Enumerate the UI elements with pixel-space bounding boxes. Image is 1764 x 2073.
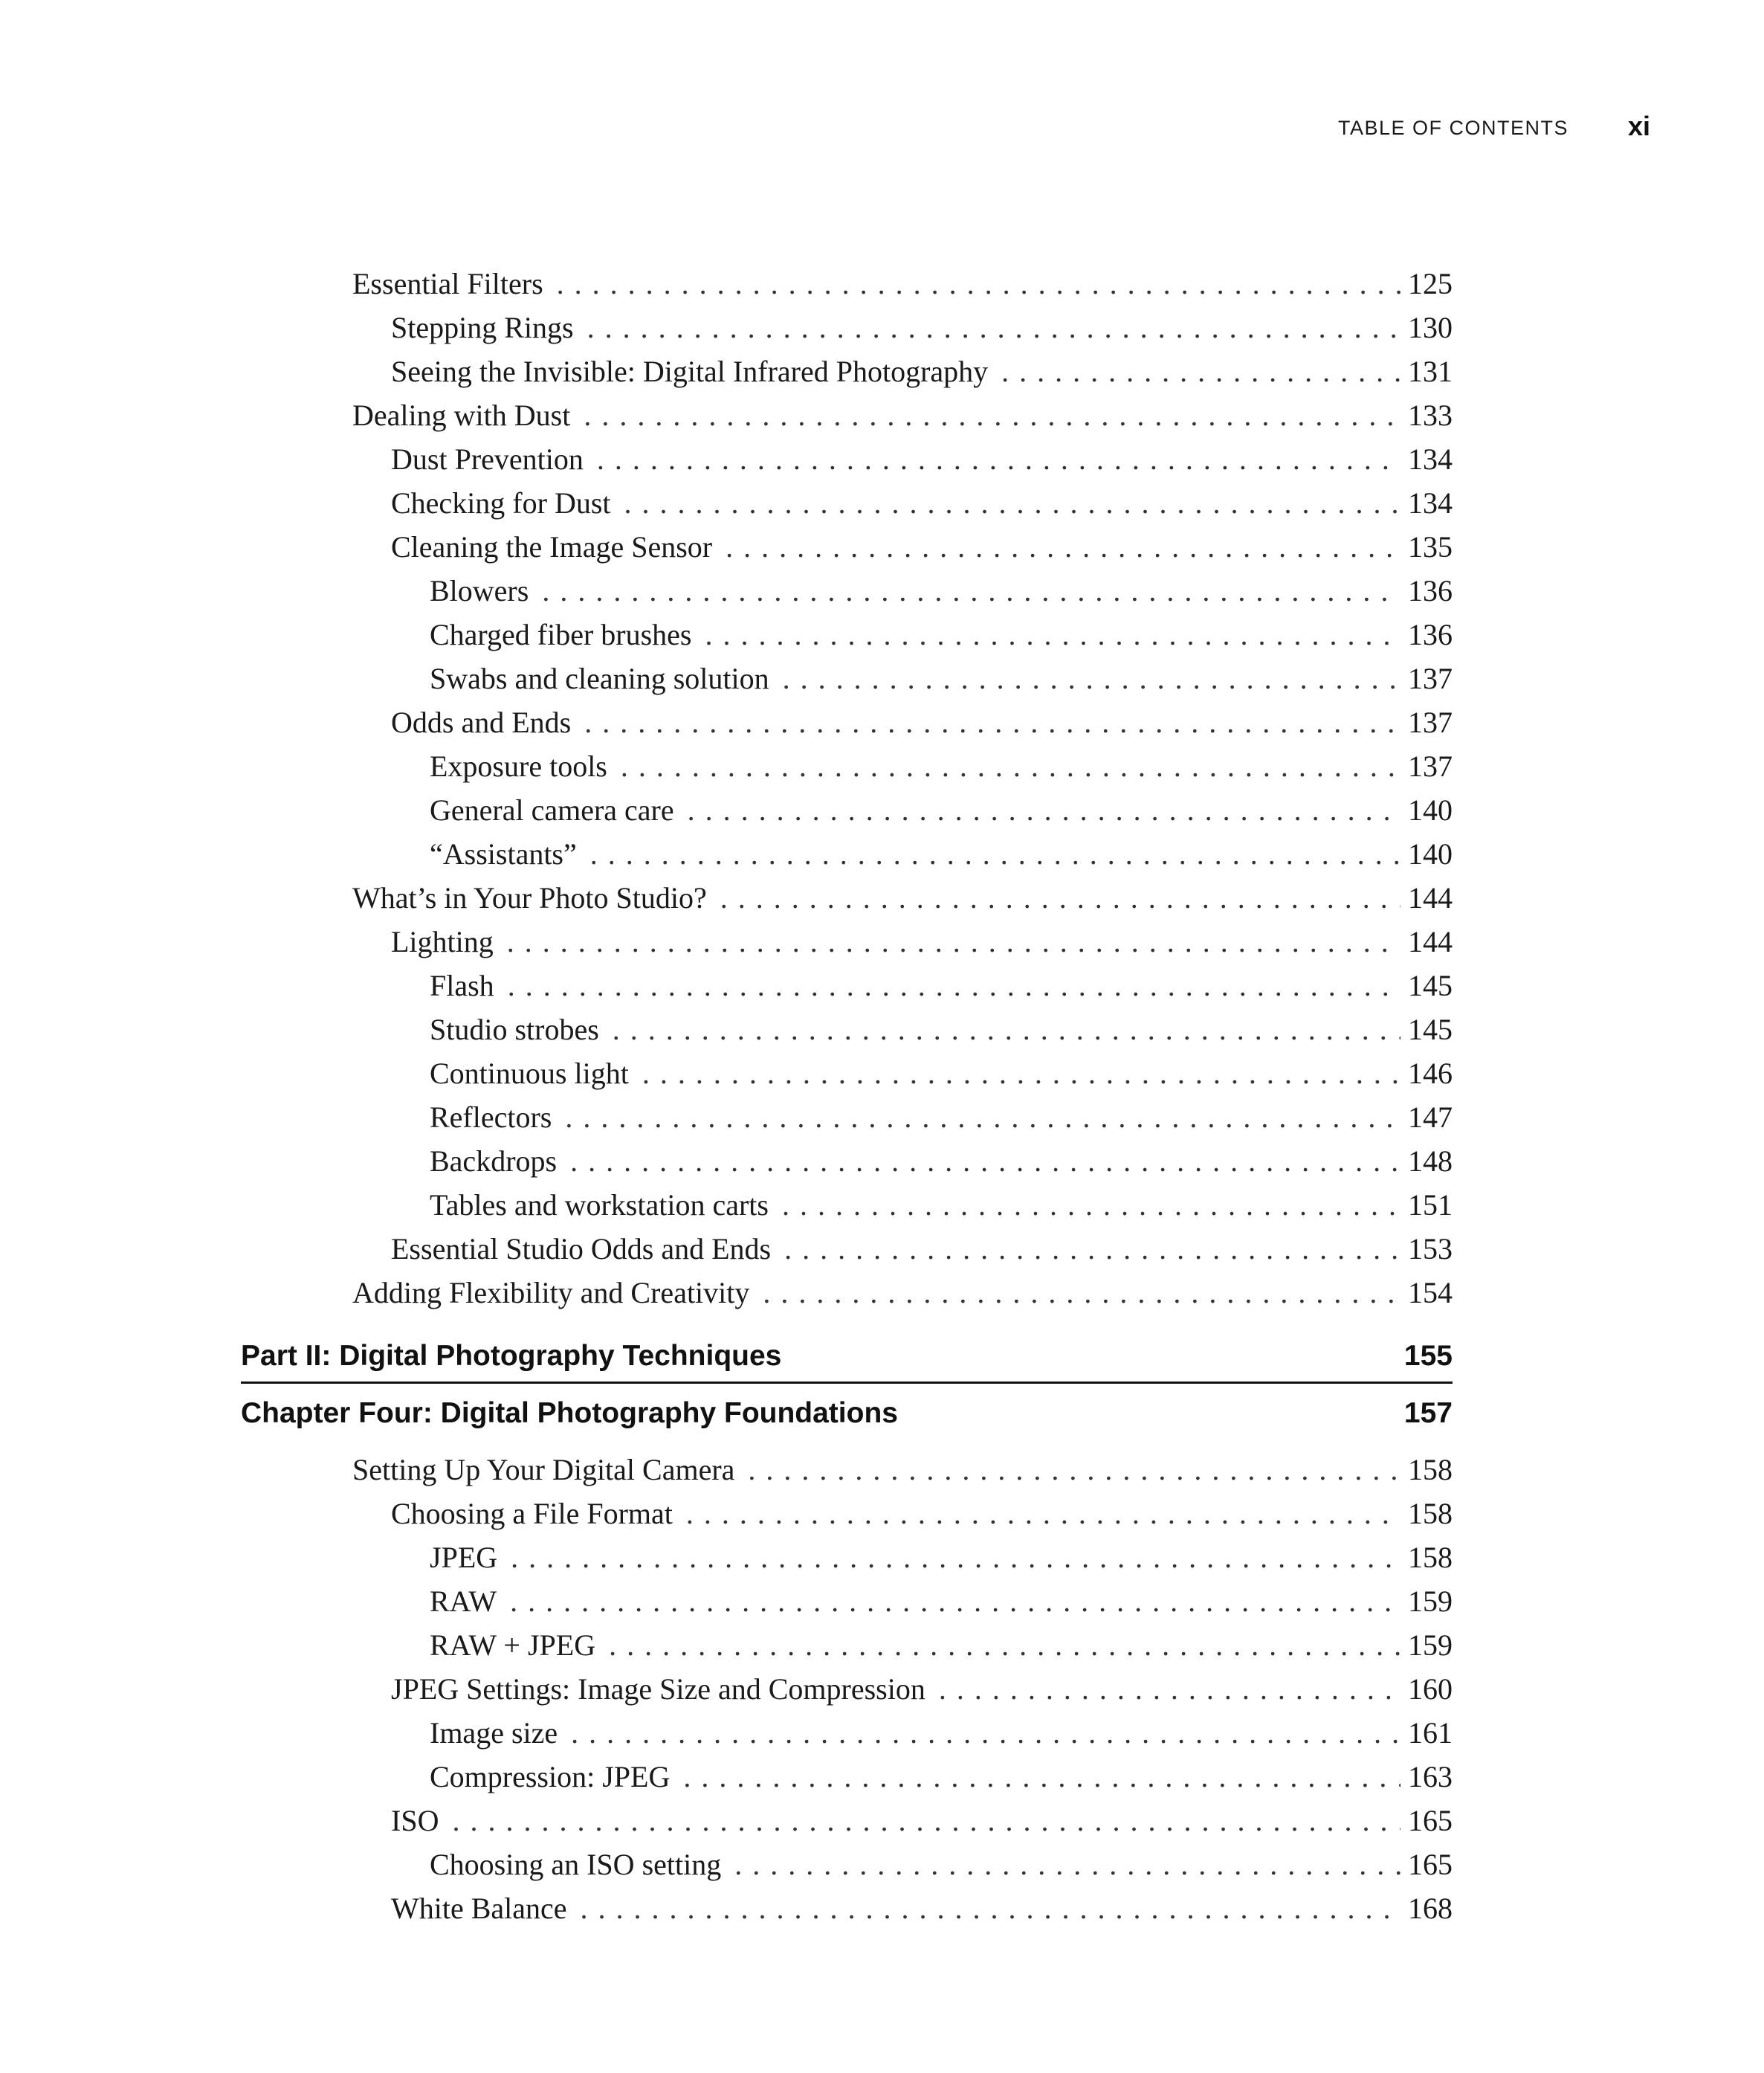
toc-entry-page-number: 148 — [1408, 1144, 1453, 1178]
toc-entry[interactable] — [241, 744, 1453, 788]
toc-entry-page-number: 136 — [1408, 574, 1453, 607]
running-head — [0, 111, 1650, 145]
toc-entries-section-b — [241, 1448, 1453, 1930]
dot-leader — [782, 1183, 1400, 1227]
toc-entry-page-number: 163 — [1408, 1760, 1453, 1793]
toc-entry-page-number: 134 — [1408, 442, 1453, 476]
toc-entry[interactable] — [241, 569, 1453, 613]
toc-entry-page-number: 153 — [1408, 1232, 1453, 1266]
toc-entry-label: “Assistants” — [430, 837, 577, 871]
toc-entry[interactable] — [241, 1711, 1453, 1755]
toc-list — [241, 262, 1453, 1930]
toc-entry[interactable] — [241, 1008, 1453, 1051]
toc-entry[interactable] — [241, 262, 1453, 306]
dot-leader — [557, 262, 1400, 306]
dot-leader — [571, 1711, 1400, 1755]
dot-leader — [590, 832, 1400, 876]
dot-leader — [642, 1051, 1400, 1095]
dot-leader — [452, 1799, 1400, 1843]
toc-entry-label: Swabs and cleaning solution — [430, 662, 769, 695]
toc-entry-page-number: 145 — [1408, 1013, 1453, 1046]
dot-leader — [726, 525, 1400, 569]
toc-entry-page-number: 137 — [1408, 662, 1453, 695]
toc-entry-label: Essential Filters — [352, 267, 543, 300]
toc-entry-label: Charged fiber brushes — [430, 618, 692, 651]
toc-entry-label: Setting Up Your Digital Camera — [352, 1453, 735, 1486]
toc-entry-label: Exposure tools — [430, 749, 607, 783]
dot-leader — [570, 1139, 1400, 1183]
toc-entry-label: Choosing an ISO setting — [430, 1848, 722, 1881]
toc-entry-label: White Balance — [391, 1892, 567, 1925]
dot-leader — [597, 437, 1400, 481]
toc-entry-label: JPEG Settings: Image Size and Compression — [391, 1672, 925, 1706]
toc-entry-page-number: 140 — [1408, 837, 1453, 871]
toc-entry-label: Tables and workstation carts — [430, 1188, 769, 1222]
dot-leader — [621, 744, 1400, 788]
toc-entry-label: Adding Flexibility and Creativity — [352, 1276, 750, 1309]
toc-entry-page-number: 159 — [1408, 1628, 1453, 1662]
toc-entry-label: JPEG — [430, 1541, 498, 1574]
chapter-title: Chapter Four: Digital Photography Foundations — [241, 1397, 898, 1429]
toc-entry-label: Continuous light — [430, 1057, 629, 1090]
toc-entry[interactable] — [241, 393, 1453, 437]
part-title: Part II: Digital Photography Techniques — [241, 1340, 782, 1372]
toc-entry-page-number: 154 — [1408, 1276, 1453, 1309]
dot-leader — [584, 700, 1400, 744]
dot-leader — [542, 569, 1400, 613]
dot-leader — [511, 1535, 1400, 1579]
toc-entry-page-number: 133 — [1408, 399, 1453, 432]
toc-entry-page-number: 145 — [1408, 969, 1453, 1002]
toc-entry-label: Compression: JPEG — [430, 1760, 671, 1793]
toc-entry-page-number: 131 — [1408, 355, 1453, 388]
toc-entry[interactable] — [241, 1271, 1453, 1315]
dot-leader — [748, 1448, 1400, 1492]
toc-entry-page-number: 158 — [1408, 1453, 1453, 1486]
toc-entry[interactable] — [241, 1579, 1453, 1623]
dot-leader — [939, 1667, 1400, 1711]
part-heading[interactable] — [241, 1331, 1453, 1384]
dot-leader — [613, 1008, 1400, 1051]
toc-entry-page-number: 159 — [1408, 1584, 1453, 1618]
page-folio: xi — [1627, 111, 1650, 141]
dot-leader — [1001, 349, 1400, 393]
toc-entry[interactable] — [241, 657, 1453, 700]
dot-leader — [720, 876, 1400, 920]
toc-entry-page-number: 125 — [1408, 267, 1453, 300]
dot-leader — [581, 1886, 1400, 1930]
toc-entry-page-number: 160 — [1408, 1672, 1453, 1706]
toc-entry-label: Dealing with Dust — [352, 399, 571, 432]
dot-leader — [763, 1271, 1400, 1315]
dot-leader — [683, 1755, 1400, 1799]
toc-entry-label: ISO — [391, 1804, 439, 1837]
toc-entry-label: What’s in Your Photo Studio? — [352, 881, 707, 915]
toc-entry[interactable] — [241, 1139, 1453, 1183]
toc-entry-page-number: 137 — [1408, 706, 1453, 739]
toc-entry-page-number: 144 — [1408, 881, 1453, 915]
toc-entry-page-number: 165 — [1408, 1848, 1453, 1881]
toc-entry[interactable] — [241, 1051, 1453, 1095]
toc-entry-page-number: 130 — [1408, 311, 1453, 344]
toc-entry-label: RAW — [430, 1584, 497, 1618]
toc-entry[interactable] — [241, 525, 1453, 569]
toc-entry[interactable] — [241, 876, 1453, 920]
toc-entry[interactable] — [241, 1623, 1453, 1667]
dot-leader — [609, 1623, 1400, 1667]
chapter-heading[interactable] — [241, 1384, 1453, 1443]
toc-entry-label: Backdrops — [430, 1144, 558, 1178]
chapter-page-number: 157 — [1403, 1397, 1453, 1429]
toc-entry-page-number: 158 — [1408, 1541, 1453, 1574]
running-head-title: TABLE OF CONTENTS — [1337, 117, 1568, 139]
toc-entry-page-number: 146 — [1408, 1057, 1453, 1090]
toc-entry-label: Seeing the Invisible: Digital Infrared Photography — [391, 355, 989, 388]
toc-entry[interactable] — [241, 920, 1453, 964]
toc-entry-page-number: 147 — [1408, 1100, 1453, 1134]
toc-entry-label: General camera care — [430, 793, 674, 827]
toc-entry-page-number: 161 — [1408, 1716, 1453, 1750]
dot-leader — [705, 613, 1401, 657]
toc-entry-label: Reflectors — [430, 1100, 552, 1134]
toc-entry[interactable] — [241, 1667, 1453, 1711]
toc-entry-label: Lighting — [391, 925, 494, 958]
toc-entry-label: Odds and Ends — [391, 706, 572, 739]
dot-leader — [624, 481, 1400, 525]
toc-entry[interactable] — [241, 788, 1453, 832]
toc-entry-label: Dust Prevention — [391, 442, 584, 476]
toc-entry-label: Cleaning the Image Sensor — [391, 530, 713, 564]
dot-leader — [565, 1095, 1400, 1139]
toc-entry-page-number: 168 — [1408, 1892, 1453, 1925]
toc-entry-label: Flash — [430, 969, 494, 1002]
toc-entry[interactable] — [241, 1448, 1453, 1492]
dot-leader — [784, 1227, 1400, 1271]
toc-entry[interactable] — [241, 964, 1453, 1008]
toc-entry[interactable] — [241, 1843, 1453, 1886]
toc-entry-page-number: 135 — [1408, 530, 1453, 564]
toc-entry-page-number: 140 — [1408, 793, 1453, 827]
toc-entry-page-number: 158 — [1408, 1497, 1453, 1530]
toc-entry-page-number: 144 — [1408, 925, 1453, 958]
toc-entry-label: Blowers — [430, 574, 529, 607]
toc-entry[interactable] — [241, 700, 1453, 744]
toc-entry[interactable] — [241, 832, 1453, 876]
toc-entry-label: Image size — [430, 1716, 558, 1750]
toc-entry[interactable] — [241, 1799, 1453, 1843]
dot-leader — [686, 1492, 1400, 1535]
toc-entry-label: Checking for Dust — [391, 486, 611, 520]
dot-leader — [584, 393, 1400, 437]
toc-entry-page-number: 151 — [1408, 1188, 1453, 1222]
dot-leader — [510, 1579, 1400, 1623]
dot-leader — [783, 657, 1400, 700]
toc-entry[interactable] — [241, 481, 1453, 525]
dot-leader — [734, 1843, 1400, 1886]
toc-entries-section-a — [241, 262, 1453, 1315]
toc-entry[interactable] — [241, 306, 1453, 349]
toc-entry[interactable] — [241, 1535, 1453, 1579]
toc-entry[interactable] — [241, 349, 1453, 393]
toc-entry-label: Essential Studio Odds and Ends — [391, 1232, 772, 1266]
toc-entry[interactable] — [241, 1095, 1453, 1139]
toc-entry[interactable] — [241, 1886, 1453, 1930]
toc-entry-label: Stepping Rings — [391, 311, 574, 344]
toc-entry-label: Studio strobes — [430, 1013, 599, 1046]
toc-entry-page-number: 137 — [1408, 749, 1453, 783]
toc-entry-page-number: 165 — [1408, 1804, 1453, 1837]
toc-entry-page-number: 136 — [1408, 618, 1453, 651]
toc-entry[interactable] — [241, 1183, 1453, 1227]
toc-entry[interactable] — [241, 1755, 1453, 1799]
toc-entry-page-number: 134 — [1408, 486, 1453, 520]
toc-entry[interactable] — [241, 613, 1453, 657]
dot-leader — [688, 788, 1400, 832]
toc-entry[interactable] — [241, 1492, 1453, 1535]
toc-entry[interactable] — [241, 1227, 1453, 1271]
toc-entry[interactable] — [241, 437, 1453, 481]
dot-leader — [508, 964, 1400, 1008]
dot-leader — [587, 306, 1400, 349]
part-page-number: 155 — [1403, 1340, 1453, 1372]
dot-leader — [507, 920, 1400, 964]
toc-entry-label: Choosing a File Format — [391, 1497, 673, 1530]
toc-entry-label: RAW + JPEG — [430, 1628, 596, 1662]
